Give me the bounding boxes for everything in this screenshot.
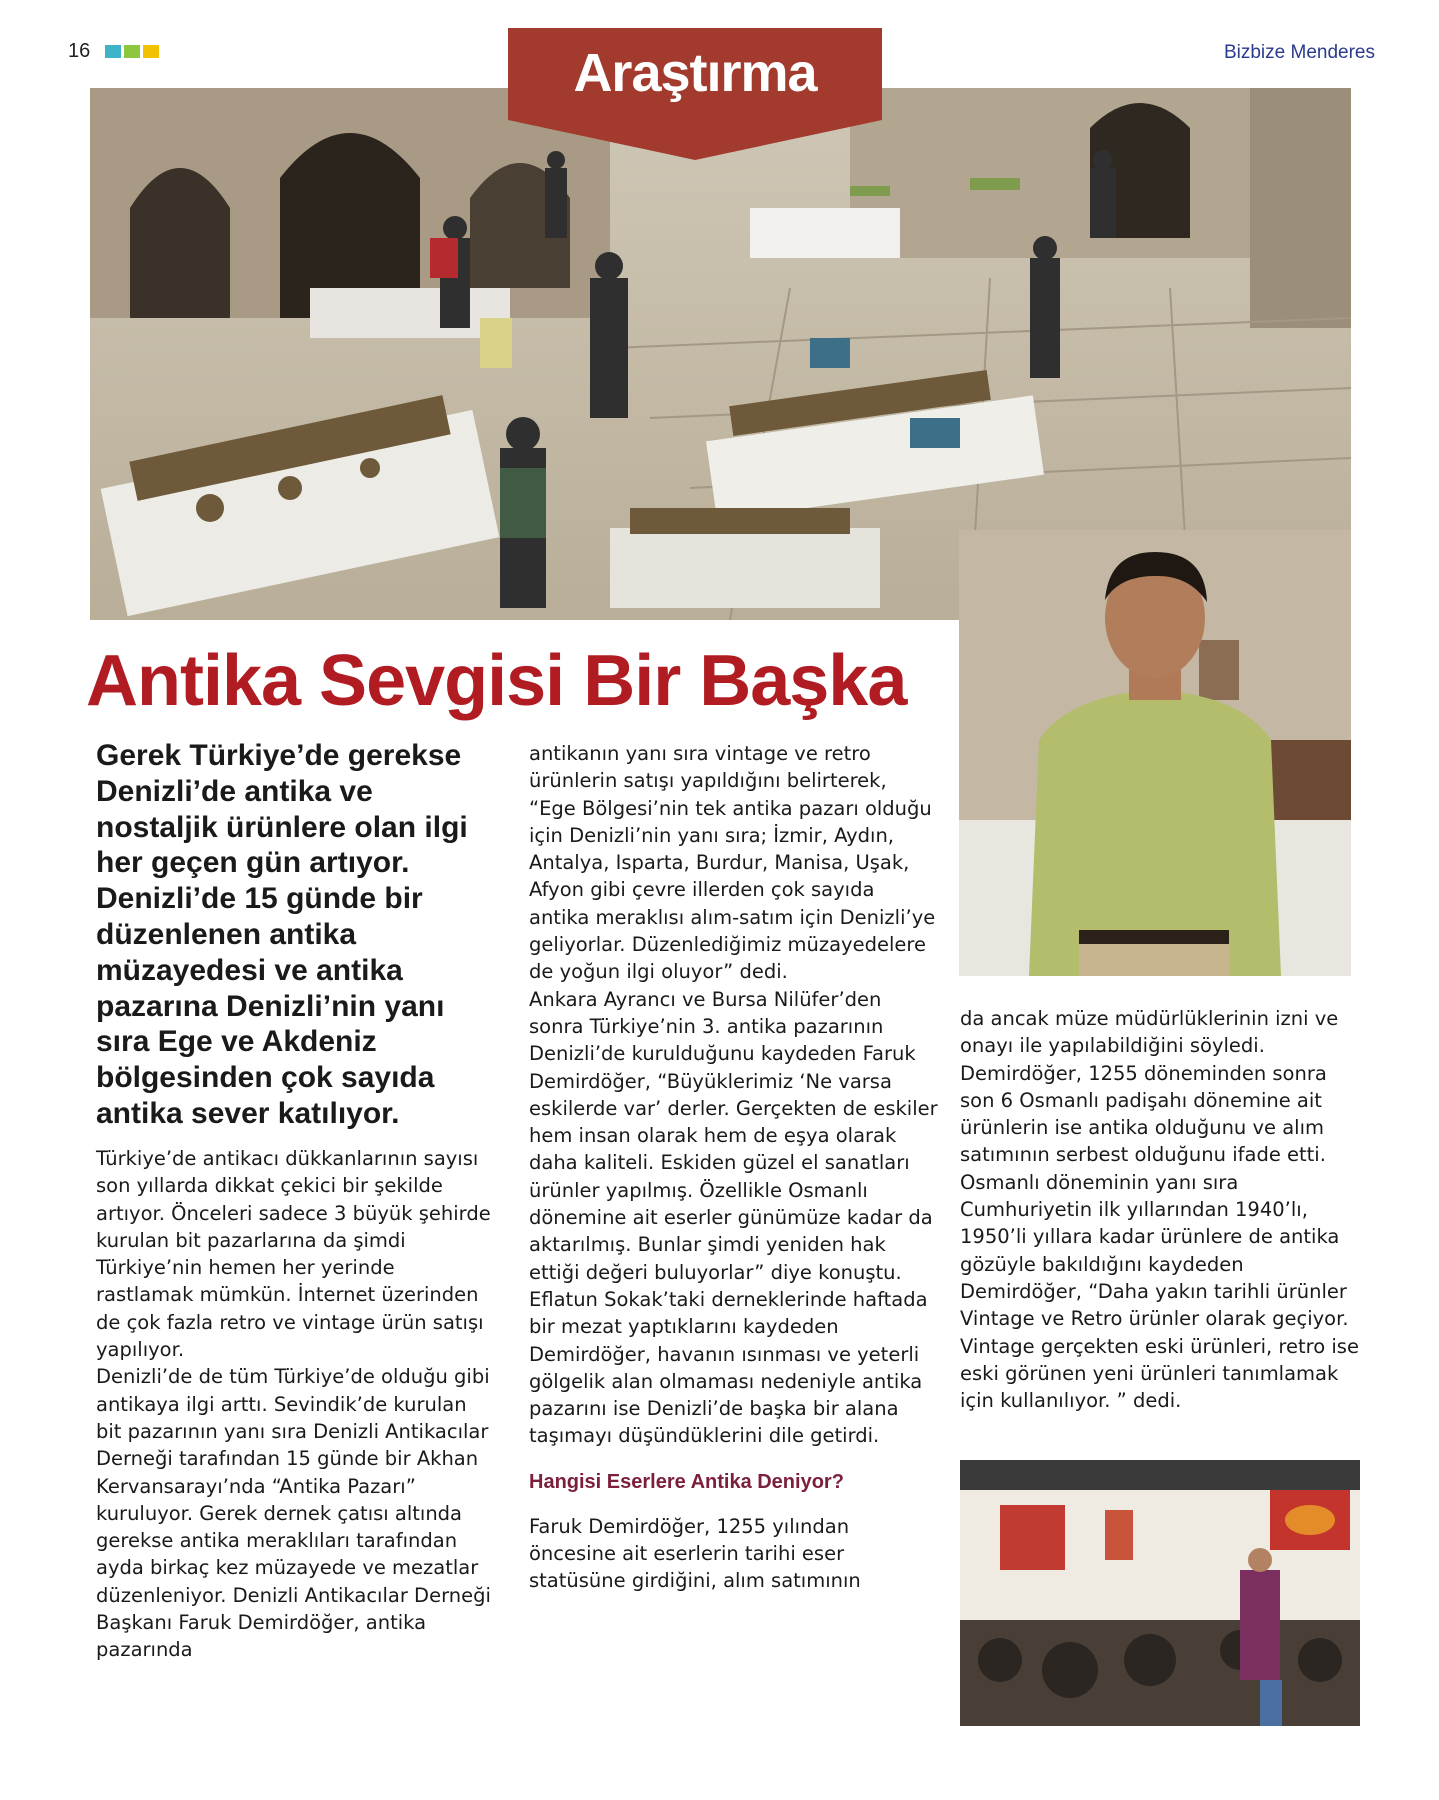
color-square-yellow bbox=[143, 45, 159, 58]
article-column-3 bbox=[960, 1005, 1360, 1414]
magazine-name: Bizbize Menderes bbox=[1223, 42, 1375, 63]
article-paragraph: da ancak müze müdürlüklerinin izni ve onayı ile yapılabildiğini söyledi. Demirdöğer, 1255 döneminden sonra son 6 Osmanlı padişahı dönemine ait ürünlerin ise antika olduğunu ve alım satımının serbest olduğunu ifade etti. Osmanlı döneminin yanı sıra Cumhuriyetin ilk yıllarından 1940’lı, 1950’li yıllara kadar ürünlere de antika gözüyle bakıldığını kaydeden Demirdöğer, “Daha yakın tarihli ürünler Vintage ve Retro ürünler olarak geçiyor. Vintage gerçekten eski ürünleri, retro ise eski görünen yeni ürünleri tanımlamak için kullanılıyor. ” dedi. bbox=[960, 1007, 1359, 1413]
article-headline: Antika Sevgisi Bir Başka bbox=[86, 641, 907, 721]
article-paragraph: Faruk Demirdöğer, 1255 yılından öncesine ait eserlerin tarihi eser statüsüne girdiğini, alım satımının bbox=[529, 1514, 861, 1593]
color-square-green bbox=[124, 45, 140, 58]
article-paragraph: Eflatun Sokak’taki derneklerinde haftada bir mezat yaptıklarını kaydeden Demirdöğer, havanın ısınması ve yeterli gölgelik alan olmaması nedeniyle antika pazarını ise Denizli’de başka bir alana taşımayı düşündüklerini dile getirdi. bbox=[529, 1287, 928, 1448]
article-paragraph: antikanın yanı sıra vintage ve retro ürünlerin satışı yapıldığını belirterek, “Ege Bölgesi’nin tek antika pazarı olduğu için Denizli’nin yanı sıra; İzmir, Aydın, Antalya, Isparta, Burdur, Manisa, Uşak, Afyon gibi çevre illerden çok sayıda antika meraklısı alım-satım için Denizli’ye geliyorlar. Düzenlediğimiz müzayedelere de yoğun ilgi oluyor” dedi. bbox=[529, 742, 936, 984]
page-number: 16 bbox=[68, 40, 91, 62]
article-column-2 bbox=[529, 740, 939, 1595]
article-paragraph: Denizli’de de tüm Türkiye’de olduğu gibi antikaya ilgi arttı. Sevindik’de kurulan bit pazarının yanı sıra Denizli Antikacılar Derneği tarafından 15 günde bir Akhan Kervansarayı’nda “Antika Pazarı” kuruluyor. Gerek dernek çatısı altında gerekse antika meraklıları tarafından ayda birkaç kez müzayede ve mezatlar düzenleniyor. Denizli Antikacılar Derneği Başkanı Faruk Demirdöğer, antika pazarında bbox=[96, 1365, 491, 1662]
article-paragraph: Ankara Ayrancı ve Bursa Nilüfer’den sonra Türkiye’nin 3. antika pazarının Denizli’de kurulduğunu kaydeden Faruk Demirdöğer, “Büyüklerimiz ‘Ne varsa eskilerde var’ derler. Gerçekten de eskiler hem insan olarak hem de eşya olarak daha kaliteli. Eskiden güzel el sanatları ürünler yapılmış. Özellikle Osmanlı dönemine ait eserler günümüze kadar da aktarılmış. Bunlar şimdi yeniden hak ettiği değeri buluyorlar” diye konuştu. bbox=[529, 987, 938, 1284]
auction-photo bbox=[960, 1460, 1360, 1726]
section-label: Araştırma bbox=[573, 43, 817, 103]
portrait-photo bbox=[959, 530, 1351, 976]
color-square-cyan bbox=[105, 45, 121, 58]
article-column-1 bbox=[96, 1145, 496, 1664]
article-lead: Gerek Türkiye’de gerekse Denizli’de antika ve nostaljik ürünlere olan ilgi her geçen gün artıyor. Denizli’de 15 günde bir düzenlenen antika müzayedesi ve antika pazarına Denizli’nin yanı sıra Ege ve Akdeniz bölgesinden çok sayıda antika sever katılıyor. bbox=[96, 739, 468, 1130]
article-subheading: Hangisi Eserlere Antika Deniyor? bbox=[529, 1470, 844, 1493]
article-paragraph: Türkiye’de antikacı dükkanlarının sayısı son yıllarda dikkat çekici bir şekilde artıyor. Önceleri sadece 3 büyük şehirde kurulan bit pazarlarına da şimdi Türkiye’nin hemen her yerinde rastlamak mümkün. İnternet üzerinden de çok fazla retro ve vintage ürün satışı yapılıyor. bbox=[96, 1147, 491, 1362]
